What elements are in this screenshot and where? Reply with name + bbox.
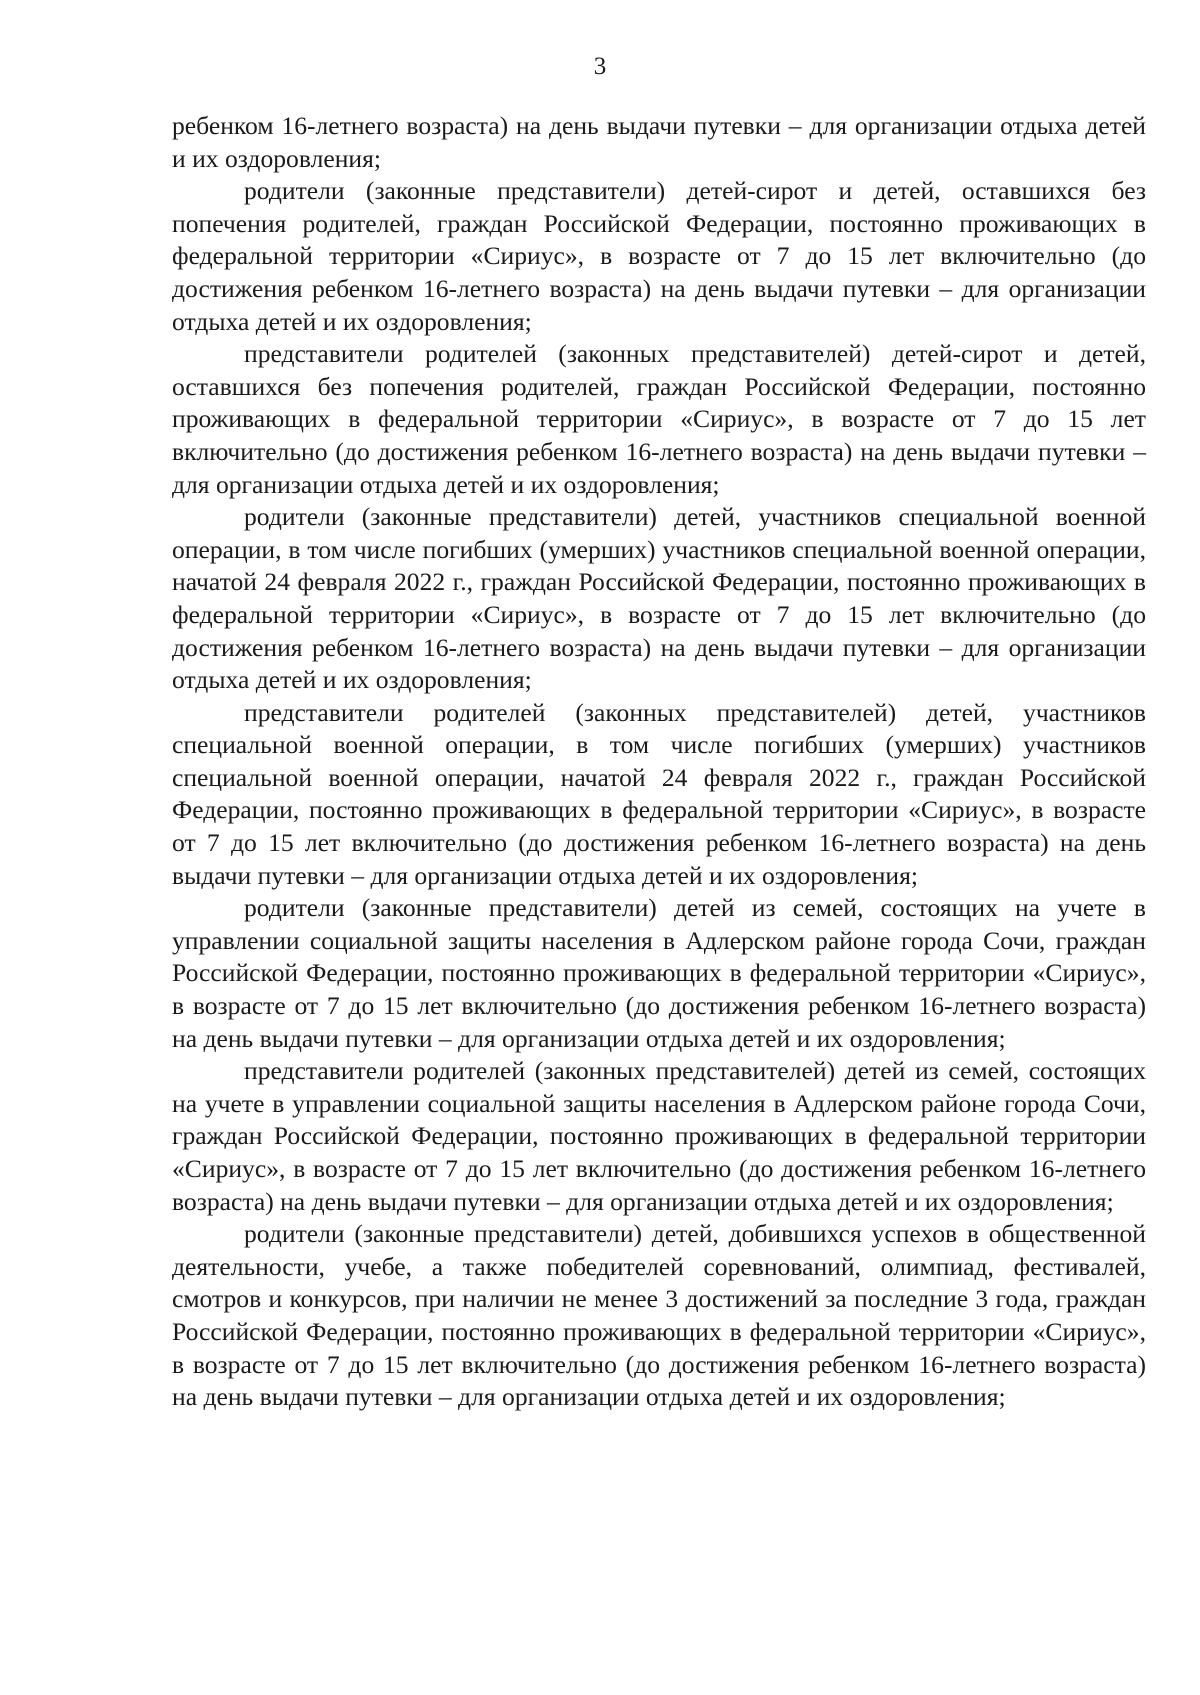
paragraph-svo-representatives: представители родителей (законных представителей) детей, участников специальной военной операции, в том числе погибших (умерших) участников специальной военной операции, начатой 24 февраля 2022 г., граждан Российской Федерации, постоянно проживающих в федеральной территории «Сириус», в возрасте от 7 до 15 лет включительно (до достижения ребенком 16-летнего возраста) на день выдачи путевки – для организации отдыха детей и их оздоровления; [172,697,1146,890]
paragraph-svo-parents: родители (законные представители) детей, участников специальной военной операции, в том числе погибших (умерших) участников специальной военной операции, начатой 24 февраля 2022 г., граждан Российской Федерации, постоянно проживающих в федеральной территории «Сириус», в возрасте от 7 до 15 лет включительно (до достижения ребенком 16-летнего возраста) на день выдачи путевки – для организации отдыха детей и их оздоровления; [172,502,1146,695]
paragraph-social-protection-parents: родители (законные представители) детей из семей, состоящих на учете в управлении социальной защиты населения в Адлерском районе города Сочи, граждан Российской Федерации, постоянно проживающих в федеральной территории «Сириус», в возрасте от 7 до 15 лет включительно (до достижения ребенком 16-летнего возраста) на день выдачи путевки – для организации отдыха детей и их оздоровления; [172,893,1146,1053]
paragraph-orphans-representatives: представители родителей (законных представителей) детей-сирот и детей, оставшихся без попечения родителей, граждан Российской Федерации, постоянно проживающих в федеральной территории «Сириус», в возрасте от 7 до 15 лет включительно (до достижения ребенком 16-летнего возраста) на день выдачи путевки – для организации отдыха детей и их оздоровления; [172,339,1146,499]
page-number: 3 [593,53,607,80]
paragraph-continuation: ребенком 16-летнего возраста) на день выдачи путевки – для организации отдыха детей и их оздоровления; [172,111,1146,173]
paragraph-social-protection-representatives: представители родителей (законных представителей) детей из семей, состоящих на учете в управлении социальной защиты населения в Адлерском районе города Сочи, граждан Российской Федерации, постоянно проживающих в федеральной территории «Сириус», в возрасте от 7 до 15 лет включительно (до достижения ребенком 16-летнего возраста) на день выдачи путевки – для организации отдыха детей и их оздоровления; [172,1056,1146,1216]
paragraph-achievements-parents: родители (законные представители) детей, добившихся успехов в общественной деятельности, учебе, а также победителей соревнований, олимпиад, фестивалей, смотров и конкурсов, при наличии не менее 3 достижений за последние 3 года, граждан Российской Федерации, постоянно проживающих в федеральной территории «Сириус», в возрасте от 7 до 15 лет включительно (до достижения ребенком 16-летнего возраста) на день выдачи путевки – для организации отдыха детей и их оздоровления; [172,1219,1146,1412]
paragraph-orphans-parents: родители (законные представители) детей-сирот и детей, оставшихся без попечения родителей, граждан Российской Федерации, постоянно проживающих в федеральной территории «Сириус», в возрасте от 7 до 15 лет включительно (до достижения ребенком 16-летнего возраста) на день выдачи путевки – для организации отдыха детей и их оздоровления; [172,176,1146,336]
document-body [172,110,1146,1414]
